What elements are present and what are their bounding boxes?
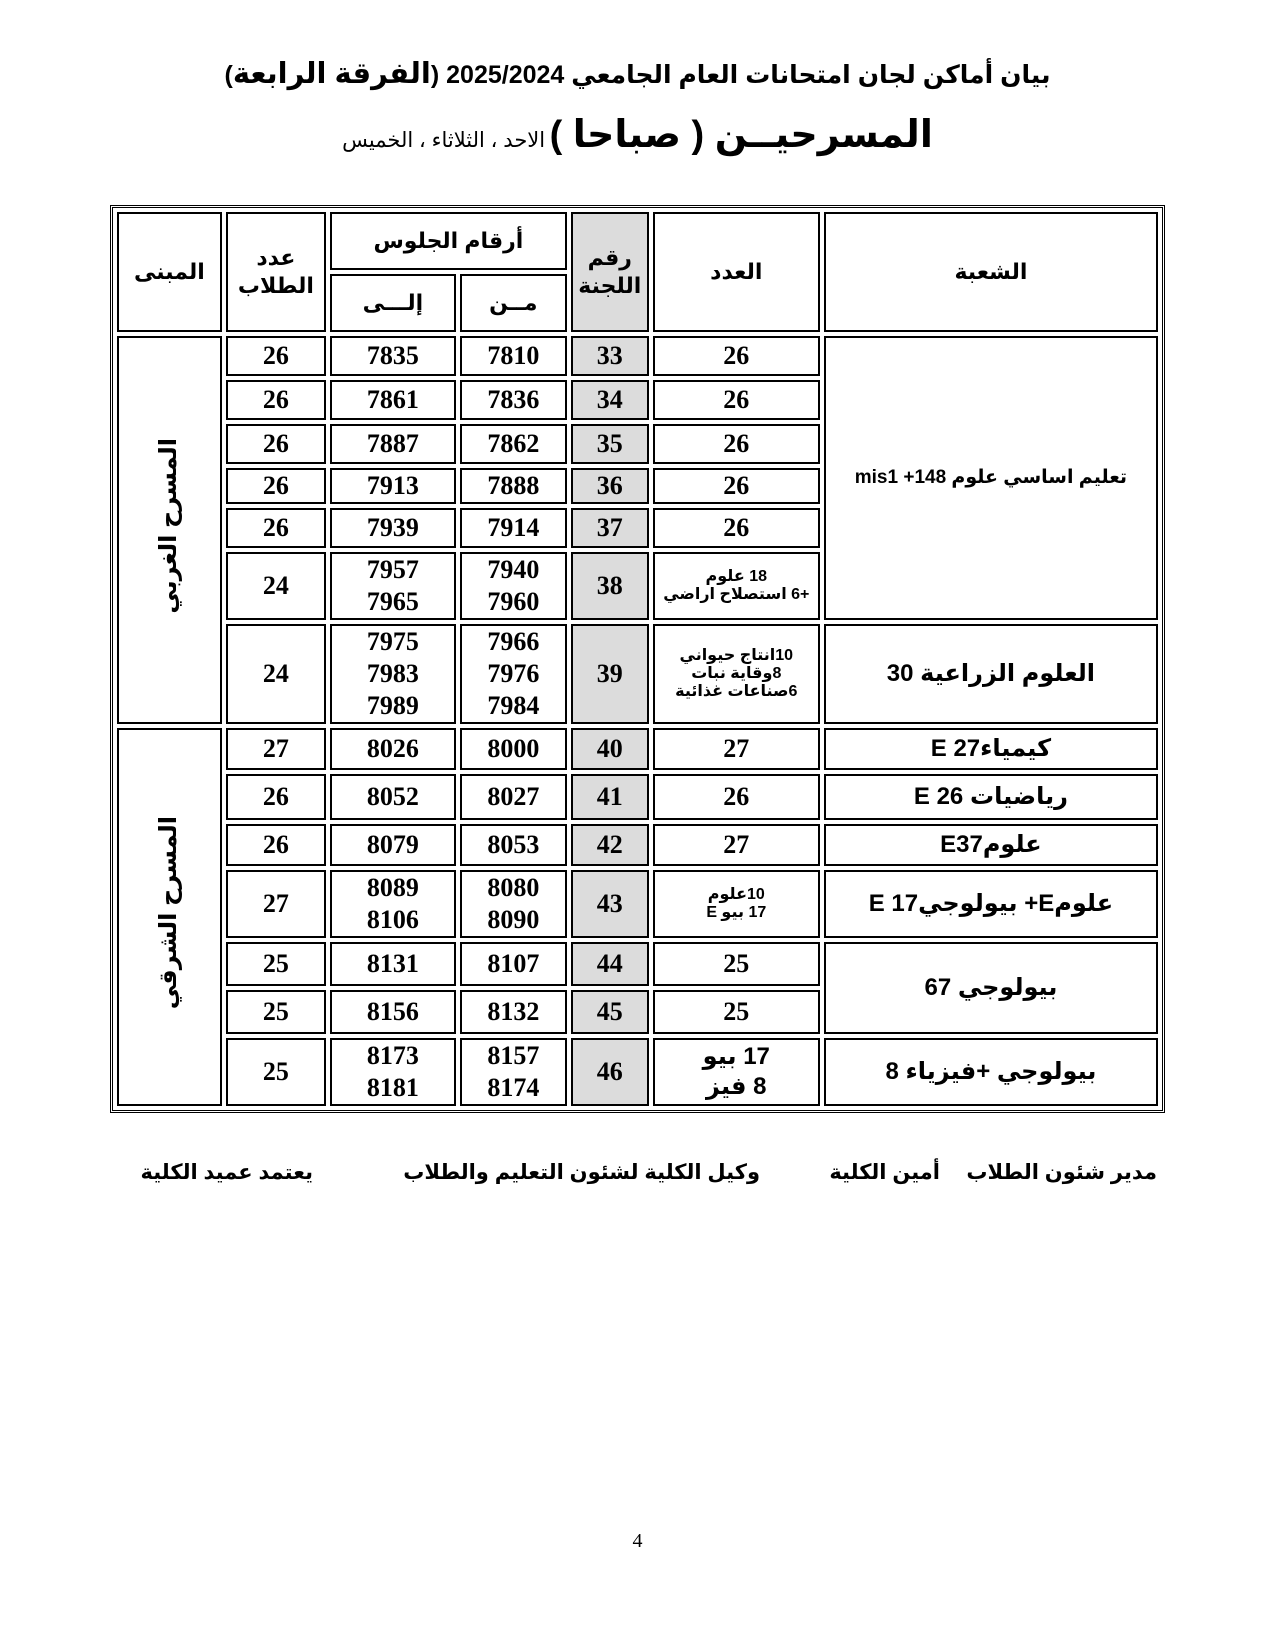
branch-cell: علومE37	[824, 824, 1158, 866]
students-cell: 26	[226, 824, 326, 866]
committee-cell: 36	[571, 468, 649, 504]
count-cell: 26	[653, 774, 820, 820]
header-to: إلـــى	[330, 274, 456, 332]
to-cell	[330, 1038, 456, 1106]
count-line: 6صناعات غذائية	[675, 683, 798, 700]
header-building: المبنى	[117, 212, 222, 332]
committee-cell: 34	[571, 380, 649, 420]
committee-cell: 46	[571, 1038, 649, 1106]
committee-cell: 44	[571, 942, 649, 986]
branch-cell: كيمياءE 27	[824, 728, 1158, 770]
from-cell: 7836	[460, 380, 567, 420]
to-value: 8106	[366, 905, 419, 934]
document-title	[0, 56, 1275, 91]
signature-secretary: أمين الكلية	[829, 1161, 940, 1184]
table-row	[117, 624, 1158, 724]
from-cell: 7862	[460, 424, 567, 464]
from-value: 8090	[487, 905, 540, 934]
count-line: 17 بيو E	[706, 904, 767, 921]
from-value: 7976	[487, 659, 540, 688]
students-cell: 26	[226, 336, 326, 376]
signature-dean: يعتمد عميد الكلية	[140, 1161, 313, 1184]
document-subtitle	[0, 112, 1275, 157]
from-cell: 8107	[460, 942, 567, 986]
students-cell: 26	[226, 380, 326, 420]
to-cell: 7835	[330, 336, 456, 376]
count-line: +6 استصلاح اراضي	[663, 586, 810, 603]
committee-cell: 40	[571, 728, 649, 770]
students-cell: 25	[226, 990, 326, 1034]
signature-director: مدير شئون الطلاب	[966, 1161, 1157, 1184]
subtitle-main: المسرحيــن ( صباحا )	[549, 114, 933, 156]
header-students-count	[226, 212, 326, 332]
to-cell: 7913	[330, 468, 456, 504]
from-cell: 8027	[460, 774, 567, 820]
committee-cell: 41	[571, 774, 649, 820]
from-value: 8174	[487, 1073, 540, 1102]
count-cell	[653, 1038, 820, 1106]
table-row	[117, 1038, 1158, 1106]
signature-vice-dean: وكيل الكلية لشئون التعليم والطلاب	[403, 1161, 760, 1184]
to-cell: 7939	[330, 508, 456, 548]
students-cell: 26	[226, 774, 326, 820]
count-line: 17 بيو	[702, 1043, 770, 1070]
from-value: 7966	[487, 627, 540, 656]
from-cell: 8000	[460, 728, 567, 770]
to-value: 7975	[366, 627, 419, 656]
to-cell: 8131	[330, 942, 456, 986]
branch-cell: بيولوجي 67	[824, 942, 1158, 1034]
from-cell: 7888	[460, 468, 567, 504]
count-cell: 27	[653, 824, 820, 866]
committee-cell: 37	[571, 508, 649, 548]
building-cell-west	[117, 336, 222, 724]
signature-footer	[0, 1160, 1275, 1190]
from-cell: 8053	[460, 824, 567, 866]
to-value: 8089	[366, 873, 419, 902]
from-cell: 7810	[460, 336, 567, 376]
from-value: 7984	[487, 691, 540, 720]
to-cell: 8156	[330, 990, 456, 1034]
to-value: 7989	[366, 691, 419, 720]
count-cell	[653, 624, 820, 724]
branch-cell: رياضيات E 26	[824, 774, 1158, 820]
from-cell: 8132	[460, 990, 567, 1034]
committee-cell: 33	[571, 336, 649, 376]
from-cell: 7914	[460, 508, 567, 548]
title-group: الفرقة الرابعة	[232, 58, 431, 90]
students-cell: 26	[226, 424, 326, 464]
header-row	[117, 212, 1158, 270]
count-line: 8وقاية نبات	[691, 665, 782, 682]
from-value: 8080	[487, 873, 540, 902]
to-cell: 8026	[330, 728, 456, 770]
students-cell: 25	[226, 942, 326, 986]
to-value: 7983	[366, 659, 419, 688]
committee-cell: 39	[571, 624, 649, 724]
header-from: مــن	[460, 274, 567, 332]
students-cell: 24	[226, 552, 326, 620]
from-cell	[460, 624, 567, 724]
table-row	[117, 774, 1158, 820]
count-cell: 26	[653, 336, 820, 376]
to-value: 7957	[366, 555, 419, 584]
to-value: 8173	[366, 1041, 419, 1070]
students-cell: 26	[226, 508, 326, 548]
table-row	[117, 336, 1158, 376]
branch-cell: العلوم الزراعية 30	[824, 624, 1158, 724]
count-cell: 26	[653, 468, 820, 504]
building-west-label: المسرح الغربي	[155, 438, 183, 614]
from-value: 8157	[487, 1041, 540, 1070]
building-east-label: المسرح الشرقي	[155, 816, 183, 1010]
count-line: 10علوم	[707, 886, 765, 903]
branch-cell: بيولوجي +فيزياء 8	[824, 1038, 1158, 1106]
students-cell: 25	[226, 1038, 326, 1106]
to-cell: 7861	[330, 380, 456, 420]
count-cell: 26	[653, 380, 820, 420]
committee-cell: 38	[571, 552, 649, 620]
exam-schedule-table	[110, 205, 1165, 1113]
count-line: 18 علوم	[705, 568, 768, 585]
subtitle-days: الاحد ، الثلاثاء ، الخميس	[342, 129, 546, 152]
to-cell	[330, 870, 456, 938]
count-cell: 25	[653, 942, 820, 986]
table-row	[117, 942, 1158, 986]
to-cell: 7887	[330, 424, 456, 464]
committee-cell: 43	[571, 870, 649, 938]
header-committee-no: رقم اللجنة	[571, 212, 649, 332]
students-cell: 24	[226, 624, 326, 724]
title-prefix: بيان أماكن لجان امتحانات العام الجامعي 2025/2024 (	[430, 61, 1051, 89]
table-row	[117, 728, 1158, 770]
students-cell: 26	[226, 468, 326, 504]
count-cell: 26	[653, 508, 820, 548]
count-cell: 25	[653, 990, 820, 1034]
count-cell: 27	[653, 728, 820, 770]
table-row	[117, 870, 1158, 938]
from-cell	[460, 870, 567, 938]
to-cell	[330, 552, 456, 620]
students-cell: 27	[226, 870, 326, 938]
count-line: 8 فيز	[706, 1073, 767, 1100]
count-cell	[653, 870, 820, 938]
to-cell: 8052	[330, 774, 456, 820]
header-students-line2: الطلاب	[237, 273, 314, 298]
page-number: 4	[632, 1530, 643, 1552]
students-cell: 27	[226, 728, 326, 770]
count-line: 10انتاج حيواني	[679, 647, 794, 664]
header-branch: الشعبة	[824, 212, 1158, 332]
committee-cell: 45	[571, 990, 649, 1034]
from-cell	[460, 552, 567, 620]
committee-cell: 42	[571, 824, 649, 866]
header-count: العدد	[653, 212, 820, 332]
from-value: 7940	[487, 555, 540, 584]
from-value: 7960	[487, 587, 540, 616]
header-students-line1: عدد	[256, 245, 296, 270]
to-value: 8181	[366, 1073, 419, 1102]
title-suffix: )	[224, 61, 233, 89]
committee-cell: 35	[571, 424, 649, 464]
to-cell	[330, 624, 456, 724]
count-cell: 26	[653, 424, 820, 464]
building-cell-east	[117, 728, 222, 1106]
to-cell: 8079	[330, 824, 456, 866]
table-row	[117, 824, 1158, 866]
count-cell	[653, 552, 820, 620]
header-seat-numbers: أرقام الجلوس	[330, 212, 567, 270]
to-value: 7965	[366, 587, 419, 616]
branch-cell: تعليم اساسي علوم 148+ mis1	[824, 336, 1158, 620]
branch-cell: علومE+ بيولوجيE 17	[824, 870, 1158, 938]
from-cell	[460, 1038, 567, 1106]
